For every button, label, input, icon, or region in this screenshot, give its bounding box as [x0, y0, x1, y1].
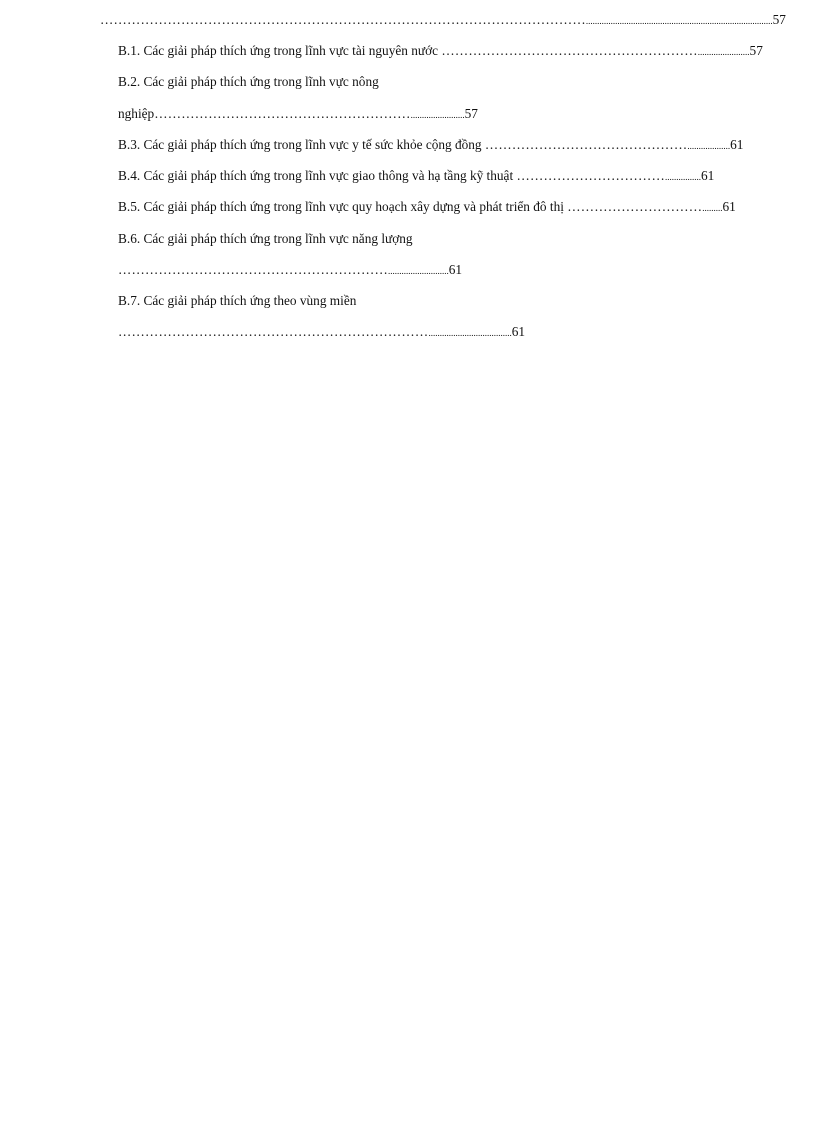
- entry-title: B.5. Các giải pháp thích ứng trong lĩnh vực quy hoạch xây dựng và phát triển đô thị: [118, 199, 568, 214]
- page-number: 57: [749, 43, 763, 58]
- toc-entry-b2[interactable]: [118, 74, 379, 90]
- toc-entry-b5[interactable]: [118, 199, 736, 215]
- leader-dots: ……………………………: [516, 168, 665, 183]
- leader-dots-fine: .........: [702, 203, 723, 213]
- leader-dots: …………………………: [567, 199, 703, 214]
- toc-entry-b6[interactable]: [118, 231, 413, 247]
- entry-title: B.1. Các giải pháp thích ứng trong lĩnh vực tài nguyên nước: [118, 43, 442, 58]
- toc-entry-b1[interactable]: [118, 43, 763, 59]
- leader-dots-fine: ........................: [410, 110, 465, 120]
- leader-dots: ………………………………………………………………………………………………: [100, 12, 586, 27]
- entry-title-continued: nghiệp: [118, 106, 155, 121]
- entry-title: B.3. Các giải pháp thích ứng trong lĩnh vực y tế sức khỏe cộng đồng: [118, 137, 485, 152]
- page-number: 57: [772, 12, 786, 27]
- page-number: 61: [448, 262, 462, 277]
- leader-dots: ……………………………………………………: [118, 262, 388, 277]
- page-number: 61: [700, 168, 715, 183]
- toc-entry-b2-cont[interactable]: [118, 106, 478, 122]
- leader-dots: ………………………………………: [484, 137, 688, 152]
- entry-title: B.2. Các giải pháp thích ứng trong lĩnh vực nông: [118, 74, 379, 89]
- leader-dots-fine: ...................................................................................: [585, 16, 773, 26]
- toc-entry-b3[interactable]: [118, 137, 743, 153]
- page-number: 57: [464, 106, 478, 121]
- page-number: 61: [722, 199, 736, 214]
- leader-dots-fine: .....................................: [428, 328, 512, 338]
- entry-title: B.7. Các giải pháp thích ứng theo vùng miền: [118, 293, 357, 308]
- leader-dots-fine: ...................: [687, 141, 731, 151]
- leader-dots-fine: ...........................: [387, 266, 449, 276]
- toc-entry-b7[interactable]: [118, 293, 356, 309]
- leader-dots: …………………………………………………: [441, 43, 698, 58]
- page-number: 61: [730, 137, 744, 152]
- leader-dots: …………………………………………………: [154, 106, 411, 121]
- toc-entry-b6-cont[interactable]: [118, 262, 462, 278]
- leader-dots-fine: .......................: [697, 47, 750, 57]
- toc-entry-b4[interactable]: [118, 168, 714, 184]
- entry-title: B.6. Các giải pháp thích ứng trong lĩnh vực năng lượng: [118, 231, 413, 246]
- leader-dots: ……………………………………………………………: [118, 324, 429, 339]
- leader-dots-fine: ................: [664, 172, 701, 182]
- entry-title: B.4. Các giải pháp thích ứng trong lĩnh vực giao thông và hạ tầng kỹ thuật: [118, 168, 517, 183]
- page-number: 61: [511, 324, 525, 339]
- toc-entry-prev-tail[interactable]: [100, 12, 786, 28]
- toc-entry-b7-cont[interactable]: [118, 324, 525, 340]
